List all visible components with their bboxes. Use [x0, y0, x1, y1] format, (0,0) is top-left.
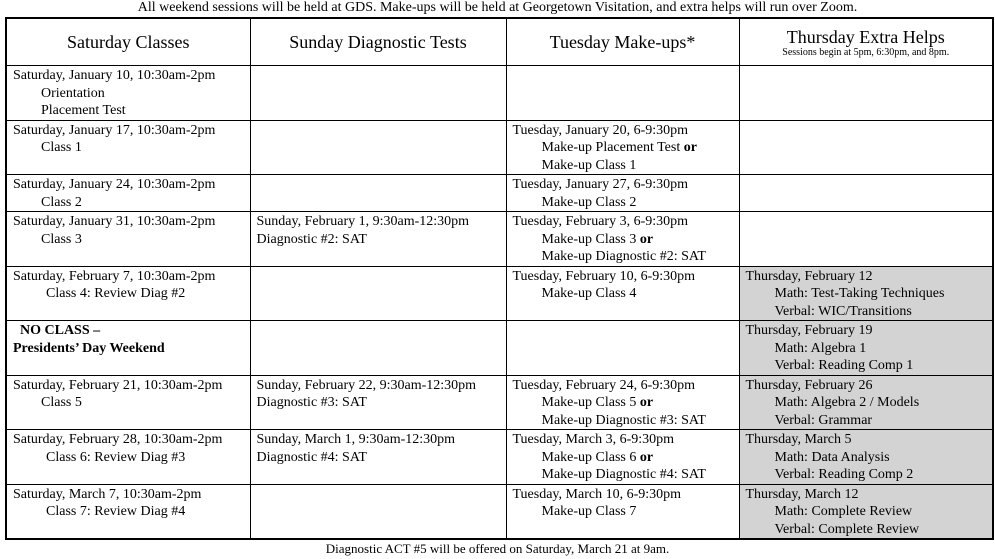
cell-line: Verbal: WIC/Transitions: [774, 303, 912, 319]
cell-line: Thursday, March 12: [745, 486, 859, 502]
header-saturday: Saturday Classes: [6, 18, 250, 66]
cell-line: Make-up Class 2: [541, 194, 637, 210]
thursday-cell: [739, 175, 993, 212]
cell-line: Class 3: [41, 231, 82, 247]
table-row: [6, 266, 993, 321]
cell-line: Diagnostic #3: SAT: [256, 395, 367, 410]
cell-line: Saturday, January 10, 10:30am-2pm: [13, 68, 216, 83]
thursday-cell: [739, 120, 993, 175]
cell-line: Make-up Class 7: [541, 504, 637, 519]
sunday-cell: [250, 484, 506, 539]
cell-line: Tuesday, January 27, 6-9:30pm: [512, 177, 689, 192]
cell-line: Thursday, February 26: [745, 377, 873, 393]
tuesday-cell: [506, 430, 739, 485]
bottom-note: Diagnostic ACT #5 will be offered on Saturday, March 21 at 9am.: [325, 541, 670, 556]
saturday-cell: [6, 266, 250, 321]
table-row: [6, 66, 993, 121]
tuesday-cell: [506, 120, 739, 175]
cell-line: Tuesday, February 10, 6-9:30pm: [512, 268, 696, 284]
thursday-cell: [739, 321, 993, 376]
cell-line: Diagnostic #2: SAT: [256, 231, 367, 247]
header-thursday-title: Thursday Extra Helps: [786, 26, 945, 47]
sunday-cell: [250, 66, 506, 121]
cell-line: Saturday, March 7, 10:30am-2pm: [13, 486, 202, 502]
cell-line: Make-up Diagnostic #2: SAT: [541, 249, 706, 264]
saturday-cell: [6, 212, 250, 267]
cell-line: Class 7: Review Diag #4: [46, 504, 186, 519]
saturday-cell: [6, 120, 250, 175]
cell-line: Math: Test-Taking Techniques: [774, 286, 945, 301]
saturday-cell: [6, 375, 250, 430]
header-row: [6, 18, 993, 66]
sunday-cell: [250, 430, 506, 485]
cell-line: Placement Test: [41, 103, 126, 118]
cell-line: Class 2: [41, 194, 82, 210]
cell-line: Sunday, February 1, 9:30am-12:30pm: [256, 214, 470, 229]
cell-line: Tuesday, March 3, 6-9:30pm: [512, 432, 675, 447]
cell-line: Verbal: Complete Review: [774, 521, 920, 537]
header-tuesday: Tuesday Make-ups*: [506, 18, 739, 66]
cell-line: Class 4: Review Diag #2: [46, 286, 186, 301]
cell-line: Make-up Class 5 or: [541, 395, 654, 410]
sunday-cell: [250, 321, 506, 376]
cell-line: Make-up Class 3 or: [541, 231, 654, 247]
table-row: [6, 120, 993, 175]
top-note: All weekend sessions will be held at GDS. Make-ups will be held at Georgetown Visitation, and extra helps will run over Zoom.: [137, 0, 858, 15]
thursday-cell: [739, 484, 993, 539]
cell-line: Make-up Diagnostic #4: SAT: [541, 467, 706, 482]
tuesday-cell: [506, 375, 739, 430]
thursday-cell: [739, 212, 993, 267]
cell-line: Thursday, February 12: [745, 268, 873, 284]
table-row: [6, 484, 993, 539]
cell-line: Math: Complete Review: [774, 504, 913, 519]
thursday-cell: [739, 266, 993, 321]
cell-line: Presidents’ Day Weekend: [13, 340, 165, 356]
cell-line: Verbal: Reading Comp 1: [774, 358, 914, 373]
cell-line: Make-up Diagnostic #3: SAT: [541, 412, 706, 428]
cell-line: Diagnostic #4: SAT: [256, 449, 367, 465]
cell-line: Sunday, March 1, 9:30am-12:30pm: [256, 432, 456, 447]
sunday-cell: [250, 212, 506, 267]
saturday-cell: [6, 484, 250, 539]
cell-line: Math: Algebra 2 / Models: [774, 395, 920, 410]
cell-line: Make-up Placement Test or: [541, 140, 697, 155]
cell-line: Math: Data Analysis: [774, 449, 890, 465]
table-row: [6, 175, 993, 212]
cell-line: Make-up Class 1: [541, 157, 637, 173]
schedule-table: [5, 17, 994, 540]
thursday-cell: [739, 66, 993, 121]
cell-line: Saturday, February 21, 10:30am-2pm: [13, 377, 223, 393]
cell-line: Saturday, February 28, 10:30am-2pm: [13, 432, 223, 447]
cell-line: Saturday, January 31, 10:30am-2pm: [13, 214, 216, 229]
header-sunday: Sunday Diagnostic Tests: [250, 18, 506, 66]
cell-line: Saturday, January 17, 10:30am-2pm: [13, 122, 216, 138]
cell-line: Sunday, February 22, 9:30am-12:30pm: [256, 377, 477, 393]
saturday-cell: [6, 321, 250, 376]
sunday-cell: [250, 175, 506, 212]
cell-line: Class 1: [41, 140, 82, 155]
header-thursday: [739, 18, 993, 66]
cell-line: Class 5: [41, 395, 82, 410]
tuesday-cell: [506, 212, 739, 267]
table-row: [6, 321, 993, 376]
cell-line: Tuesday, January 20, 6-9:30pm: [512, 122, 689, 138]
cell-line: Math: Algebra 1: [774, 340, 867, 356]
cell-line: Thursday, March 5: [745, 432, 852, 447]
cell-line: Saturday, January 24, 10:30am-2pm: [13, 177, 216, 192]
table-row: [6, 212, 993, 267]
header-thursday-subtitle: Sessions begin at 5pm, 6:30pm, and 8pm.: [782, 46, 950, 58]
cell-line: Saturday, February 7, 10:30am-2pm: [13, 268, 216, 284]
saturday-cell: [6, 66, 250, 121]
tuesday-cell: [506, 484, 739, 539]
cell-line: Thursday, February 19: [745, 323, 873, 338]
cell-line: Make-up Class 4: [541, 286, 637, 301]
cell-line: Tuesday, February 3, 6-9:30pm: [512, 214, 689, 229]
cell-line: Verbal: Grammar: [774, 412, 873, 428]
saturday-cell: [6, 430, 250, 485]
thursday-cell: [739, 375, 993, 430]
tuesday-cell: [506, 66, 739, 121]
cell-line: Tuesday, February 24, 6-9:30pm: [512, 377, 696, 393]
sunday-cell: [250, 266, 506, 321]
table-row: [6, 375, 993, 430]
cell-line: Class 6: Review Diag #3: [46, 449, 186, 465]
tuesday-cell: [506, 321, 739, 376]
cell-line: Verbal: Reading Comp 2: [774, 467, 914, 482]
tuesday-cell: [506, 266, 739, 321]
saturday-cell: [6, 175, 250, 212]
cell-line: Tuesday, March 10, 6-9:30pm: [512, 486, 682, 502]
tuesday-cell: [506, 175, 739, 212]
thursday-cell: [739, 430, 993, 485]
cell-line: NO CLASS –: [20, 323, 101, 338]
cell-line: Orientation: [41, 85, 105, 101]
sunday-cell: [250, 375, 506, 430]
sunday-cell: [250, 120, 506, 175]
table-row: [6, 430, 993, 485]
cell-line: Make-up Class 6 or: [541, 449, 654, 465]
